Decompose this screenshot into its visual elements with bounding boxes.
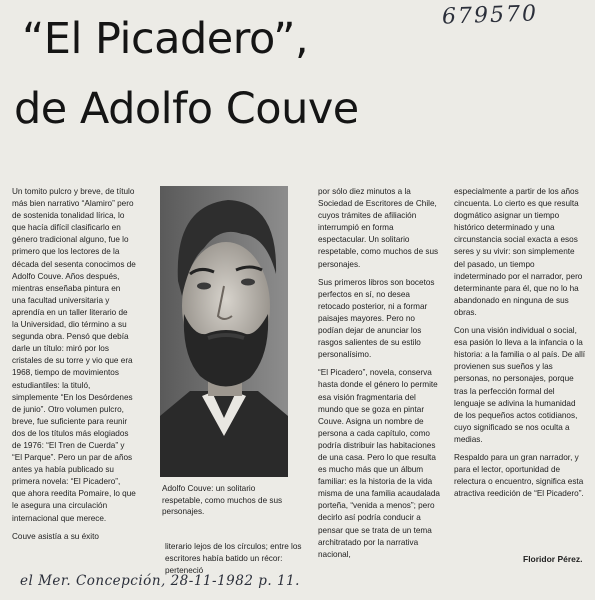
paragraph: Con una visión individual o social, esa pasión lo lleva a la infancia o la historia: a la familia o al país. De allí provienen sus sueños y las personas, no personajes, porque tras la perfección formal del lenguaje se adivina la humanidad de los pequeños actos cotidianos, cuyo significado se nos oculta a medias. <box>454 326 586 444</box>
handwritten-source-note: el Mer. Concepción, 28-11-1982 p. 11. <box>20 573 300 589</box>
paragraph: “El Picadero”, novela, conserva hasta donde el género lo permite esa visión fragmentaria del mundo que se goza en pintar Couve. Asigna un nombre de persona a cada capítulo, como podría distribuir las habitaciones de una casa. Pero lo que resulta es mucho más que un álbum familiar: es la historia de la vida misma de una familia acaudalada porteña, “venida a menos”; pero decirlo así podría conducir a pensar que se trata de un tema architratado por la narrativa nacional, <box>318 368 440 559</box>
paragraph: Couve asistía a su éxito <box>12 531 99 541</box>
author-signature: Floridor Pérez. <box>523 554 583 564</box>
paragraph: Respaldo para un gran narrador, y para el lector, oportunidad de relectura o encuentro, significa esta atractiva reedición de “El Picadero”. <box>454 452 584 499</box>
paragraph: por sólo diez minutos a la Sociedad de Escritores de Chile, cuyos trámites de afiliación interrumpió en forma espectacular. Un solitario respetable, como muchos de sus personajes. <box>318 187 439 269</box>
headline-line-1: “El Picadero”, <box>22 14 309 64</box>
paragraph: especialmente a partir de los años cincuenta. Lo cierto es que resulta dogmático asignar un tiempo histórico determinado y una circunstancia social exacta a esos seres y su vivir: son simplemente del pasado, un tiempo indeterminado por el narrador, pero determinante para él, que no lo ha abandonado en ninguna de sus obras. <box>454 187 583 317</box>
article-column-1 <box>12 186 136 549</box>
article-column-3 <box>454 186 586 506</box>
author-photo <box>160 186 288 477</box>
handwritten-archive-number: 679570 <box>441 1 539 30</box>
article-column-2-under-photo <box>165 541 313 576</box>
headline-line-2: de Adolfo Couve <box>14 84 359 134</box>
paragraph: literario lejos de los círculos; entre los escritores había batido un récor: perteneció <box>165 542 302 576</box>
photo-caption: Adolfo Couve: un solitario respetable, como muchos de sus personajes. <box>162 484 283 516</box>
article-column-2 <box>318 186 440 567</box>
paragraph: Sus primeros libros son bocetos perfectos en sí, no desea retocado posterior, ni a formar paisajes mayores. Pero no podían dejar de anunciar los rasgos salientes de su estilo personalísimo. <box>318 277 435 360</box>
paragraph: Un tomito pulcro y breve, de título más bien narrativo “Alamiro” pero de sostenida tonalidad lírica, lo que hacía difícil clasificarlo en género tradicional alguno, fue lo primero que los lectores de la década del sesenta conocimos de Adolfo Couve. Años después, mientras enseñaba pintura en una facultad universitaria y aprendía en un taller literario de la Universidad, dio término a su segunda obra. Pensó que debía darle un título: miró por los cristales de su torre y vio que era 1968, tiempo de movimientos estudiantiles: la tituló, simplemente “En los Desórdenes de junio”. Otro volumen pulcro, breve, fue suficiente para reunir dos de los títulos más elogiados de 1976: “El Tren de Cuerda” y “El Parque”. Pero un par de años antes ya había publicado su primera novela: “El Picadero”, que ahora reedita Pomaire, lo que le asegura una circulación internacional que merece. <box>12 187 136 523</box>
portrait-illustration <box>160 186 288 477</box>
